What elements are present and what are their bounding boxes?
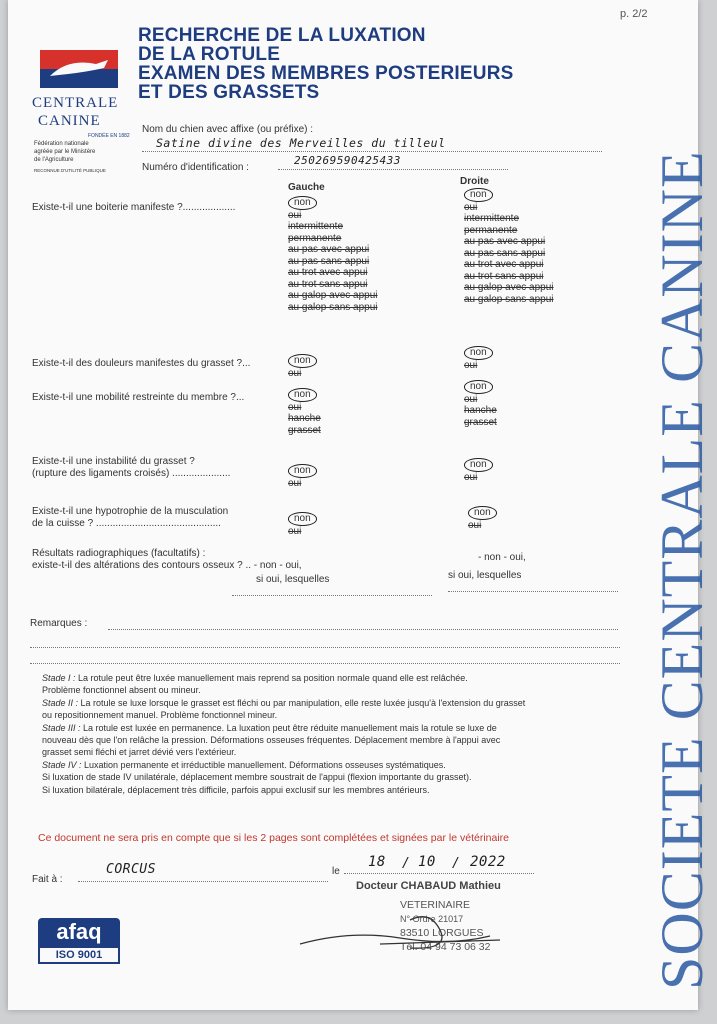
dog-name-field[interactable] xyxy=(142,138,602,152)
stamp-line: Tél. 04 94 73 06 32 xyxy=(400,941,491,953)
stade-text: Si luxation de stade IV unilatérale, déplacement membre soustrait de l'appui (flexion importante du grasset). xyxy=(42,772,472,783)
stade-label: Stade IV : xyxy=(42,759,82,770)
question-radio-line1: Résultats radiographiques (facultatifs) : xyxy=(32,548,206,559)
fait-a-field[interactable] xyxy=(78,864,328,882)
logo-name xyxy=(32,94,118,130)
id-label: Numéro d'identification : xyxy=(142,162,249,173)
date-field[interactable] xyxy=(344,856,534,874)
boiterie-droite-option[interactable]: au trot avec appui xyxy=(464,259,544,270)
stade-line xyxy=(42,734,632,746)
centrale-canine-flag-logo xyxy=(38,48,120,90)
date-month: 10 xyxy=(418,854,436,870)
stade-text: ou repositionnement manuel. Problème fonctionnel mineur. xyxy=(42,710,278,721)
le-label: le xyxy=(332,866,340,877)
douleurs-droite-oui[interactable]: oui xyxy=(464,359,478,371)
document-title xyxy=(138,26,514,102)
radio-gauche-field[interactable] xyxy=(232,590,432,596)
stade-text: Si luxation bilatérale, déplacement très difficile, parfois appui exclusif sur les membres antérieurs. xyxy=(42,784,430,795)
afaq-iso-logo xyxy=(38,918,120,966)
radio-droite-field[interactable] xyxy=(448,586,618,592)
stades-description xyxy=(42,672,632,796)
remarques-field-line[interactable] xyxy=(108,622,618,630)
boiterie-gauche-oui[interactable]: oui xyxy=(288,209,302,221)
boiterie-droite-permanente[interactable]: permanente xyxy=(464,224,518,236)
question-mobilite: Existe-t-il une mobilité restreinte du membre ?... xyxy=(32,392,245,403)
boiterie-gauche-intermittente[interactable]: intermittente xyxy=(288,221,344,232)
dog-name-label: Nom du chien avec affixe (ou préfixe) : xyxy=(142,124,314,135)
mobilite-gauche-grasset[interactable]: grasset xyxy=(288,424,321,436)
doctor-name: Docteur CHABAUD Mathieu xyxy=(356,880,501,892)
stade-text: La rotule peut être luxée manuellement mais reprend sa position normale quand elle est relâchée. xyxy=(75,673,468,683)
boiterie-gauche-option[interactable]: au pas sans appui xyxy=(288,255,370,267)
stade-label: Stade III : xyxy=(42,722,81,733)
question-radio-line2: existe-t-il des altérations des contours osseux ? .. - non - oui, xyxy=(32,560,302,571)
instabilite-gauche-options xyxy=(288,464,317,489)
mobilite-droite-options xyxy=(464,380,497,428)
douleurs-gauche-non[interactable]: non xyxy=(288,354,317,368)
remarques-field-line[interactable] xyxy=(30,656,620,664)
question-instabilite-line2: (rupture des ligaments croisés) ..................... xyxy=(32,468,231,479)
hypotrophie-gauche-oui[interactable]: oui xyxy=(288,525,302,537)
boiterie-droite-intermittente[interactable]: intermittente xyxy=(464,213,520,224)
instabilite-droite-non[interactable]: non xyxy=(464,458,493,472)
boiterie-gauche-options xyxy=(288,196,378,313)
title-line: RECHERCHE DE LA LUXATION xyxy=(138,25,426,46)
id-field[interactable] xyxy=(278,156,508,170)
mobilite-gauche-hanche[interactable]: hanche xyxy=(288,413,321,424)
mobilite-droite-hanche[interactable]: hanche xyxy=(464,405,497,416)
logo-sub-line: Fédération nationale xyxy=(34,141,89,147)
stade-line xyxy=(42,759,632,771)
douleurs-droite-options xyxy=(464,346,493,371)
boiterie-gauche-option[interactable]: au pas avec appui xyxy=(288,244,370,255)
stade-line xyxy=(42,672,632,684)
stade-line xyxy=(42,722,632,734)
stade-label: Stade II : xyxy=(42,697,79,708)
iso-logo-text: ISO 9001 xyxy=(38,946,120,964)
date-year: 2022 xyxy=(470,854,506,870)
question-instabilite xyxy=(32,456,230,480)
hypotrophie-droite-non[interactable]: non xyxy=(468,506,497,520)
title-line: EXAMEN DES MEMBRES POSTERIEURS xyxy=(138,63,514,84)
stamp-line: VETERINAIRE xyxy=(400,899,471,911)
stade-line xyxy=(42,697,632,709)
column-droite: Droite xyxy=(460,176,489,187)
remarques-label: Remarques : xyxy=(30,618,88,629)
question-hypotrophie xyxy=(32,506,228,530)
instabilite-droite-options xyxy=(464,458,493,483)
mobilite-droite-non[interactable]: non xyxy=(464,380,493,394)
question-hypotrophie-line1: Existe-t-il une hypotrophie de la musculation xyxy=(32,506,229,517)
question-douleurs: Existe-t-il des douleurs manifestes du grasset ?... xyxy=(32,358,251,369)
boiterie-gauche-option[interactable]: au galop avec appui xyxy=(288,290,378,301)
fait-a-label: Fait à : xyxy=(32,874,63,885)
id-value: 250269590425433 xyxy=(294,154,401,167)
question-instabilite-line1: Existe-t-il une instabilité du grasset ? xyxy=(32,456,195,467)
instabilite-gauche-oui[interactable]: oui xyxy=(288,477,302,489)
stamp-line: 83510 LORGUES xyxy=(400,927,484,939)
mobilite-droite-oui[interactable]: oui xyxy=(464,393,478,405)
page-number: p. 2/2 xyxy=(620,8,648,20)
douleurs-gauche-oui[interactable]: oui xyxy=(288,367,302,379)
logo-name-line1: CENTRALE xyxy=(32,95,119,111)
stade-text: Problème fonctionnel absent ou mineur. xyxy=(42,685,201,696)
instabilite-gauche-non[interactable]: non xyxy=(288,464,317,478)
boiterie-droite-option[interactable]: au trot sans appui xyxy=(464,270,544,282)
douleurs-droite-non[interactable]: non xyxy=(464,346,493,360)
title-line: DE LA ROTULE xyxy=(138,44,281,65)
question-radio xyxy=(32,548,302,572)
stade-line xyxy=(42,746,632,758)
stade-text: La rotule est luxée en permanence. La luxation peut être réduite manuellement mais la rotule se luxe de xyxy=(80,722,497,733)
logo-founded: FONDÉE EN 1882 xyxy=(88,133,130,139)
stade-label: Stade I : xyxy=(42,673,76,683)
title-line: ET DES GRASSETS xyxy=(138,82,320,103)
document-page xyxy=(8,0,715,1010)
warning-text: Ce document ne sera pris en compte que si les 2 pages sont complétées et signées par le vétérinaire xyxy=(38,832,510,844)
column-gauche: Gauche xyxy=(288,182,325,193)
mobilite-gauche-non[interactable]: non xyxy=(288,388,317,402)
stade-line xyxy=(42,771,632,783)
hypotrophie-gauche-non[interactable]: non xyxy=(288,512,317,526)
boiterie-gauche-option[interactable]: au galop sans appui xyxy=(288,301,378,313)
boiterie-droite-option[interactable]: au galop sans appui xyxy=(464,293,554,305)
boiterie-gauche-option[interactable]: au trot avec appui xyxy=(288,267,368,278)
mobilite-droite-grasset[interactable]: grasset xyxy=(464,416,497,428)
radio-gauche-siouis: si oui, lesquelles xyxy=(256,574,330,585)
logo-name-line2: CANINE xyxy=(38,113,101,129)
afaq-logo-text: afaq xyxy=(38,918,120,946)
logo-subtitle xyxy=(34,140,124,175)
boiterie-droite-option[interactable]: au pas sans appui xyxy=(464,247,546,259)
radio-droite-options[interactable]: - non - oui, xyxy=(478,552,526,563)
stade-line xyxy=(42,709,632,721)
boiterie-droite-option[interactable]: au galop avec appui xyxy=(464,282,554,293)
hypotrophie-gauche-options xyxy=(288,512,317,537)
question-boiterie: Existe-t-il une boiterie manifeste ?................... xyxy=(32,202,236,213)
boiterie-droite-oui[interactable]: oui xyxy=(464,201,478,213)
stade-line xyxy=(42,684,632,696)
dog-name-value: Satine divine des Merveilles du tilleul xyxy=(156,136,446,150)
stade-text: Luxation permanente et irréductible manuellement. Déformations osseuses systématiques. xyxy=(81,759,446,770)
hypotrophie-droite-options xyxy=(468,506,497,531)
fait-a-value: CORCUS xyxy=(106,862,156,877)
signature-icon xyxy=(290,900,540,970)
logo-sub-line: RECONNUE D'UTILITÉ PUBLIQUE xyxy=(34,168,106,173)
boiterie-gauche-option[interactable]: au trot sans appui xyxy=(288,278,368,290)
hypotrophie-droite-oui[interactable]: oui xyxy=(468,519,482,531)
date-sep: / xyxy=(402,856,411,871)
date-sep: / xyxy=(452,856,461,871)
stade-text: nouveau dès que l'on relâche la pression. Déformations osseuses fréquentes. Déplacement membre à l'appui avec xyxy=(42,735,501,746)
instabilite-droite-oui[interactable]: oui xyxy=(464,471,478,483)
remarques-field-line[interactable] xyxy=(30,640,620,648)
stade-text: grasset semi fléchi et jarret dévié vers l'extérieur. xyxy=(42,747,237,758)
logo-sub-line: de l'Agriculture xyxy=(34,157,74,163)
douleurs-gauche-options xyxy=(288,354,317,379)
boiterie-gauche-permanente[interactable]: permanente xyxy=(288,232,342,244)
stamp-line: N° Ordre 21017 xyxy=(400,914,464,924)
date-day: 18 xyxy=(368,854,386,870)
vertical-brand-text: SOCIETE CENTRALE CANINE xyxy=(649,150,715,990)
stade-line xyxy=(42,784,632,796)
mobilite-gauche-oui[interactable]: oui xyxy=(288,401,302,413)
boiterie-gauche-non[interactable]: non xyxy=(288,196,317,210)
boiterie-droite-non[interactable]: non xyxy=(464,188,493,202)
boiterie-droite-options xyxy=(464,188,554,305)
question-hypotrophie-line2: de la cuisse ? ............................................. xyxy=(32,518,221,529)
radio-droite-siouis: si oui, lesquelles xyxy=(448,570,522,581)
mobilite-gauche-options xyxy=(288,388,321,436)
stade-text: La rotule se luxe lorsque le grasset est fléchi ou par manipulation, elle reste luxée jusqu'à l'extension du grasset xyxy=(78,697,526,708)
logo-sub-line: agréée par le Ministère xyxy=(34,149,96,155)
boiterie-droite-option[interactable]: au pas avec appui xyxy=(464,236,546,247)
